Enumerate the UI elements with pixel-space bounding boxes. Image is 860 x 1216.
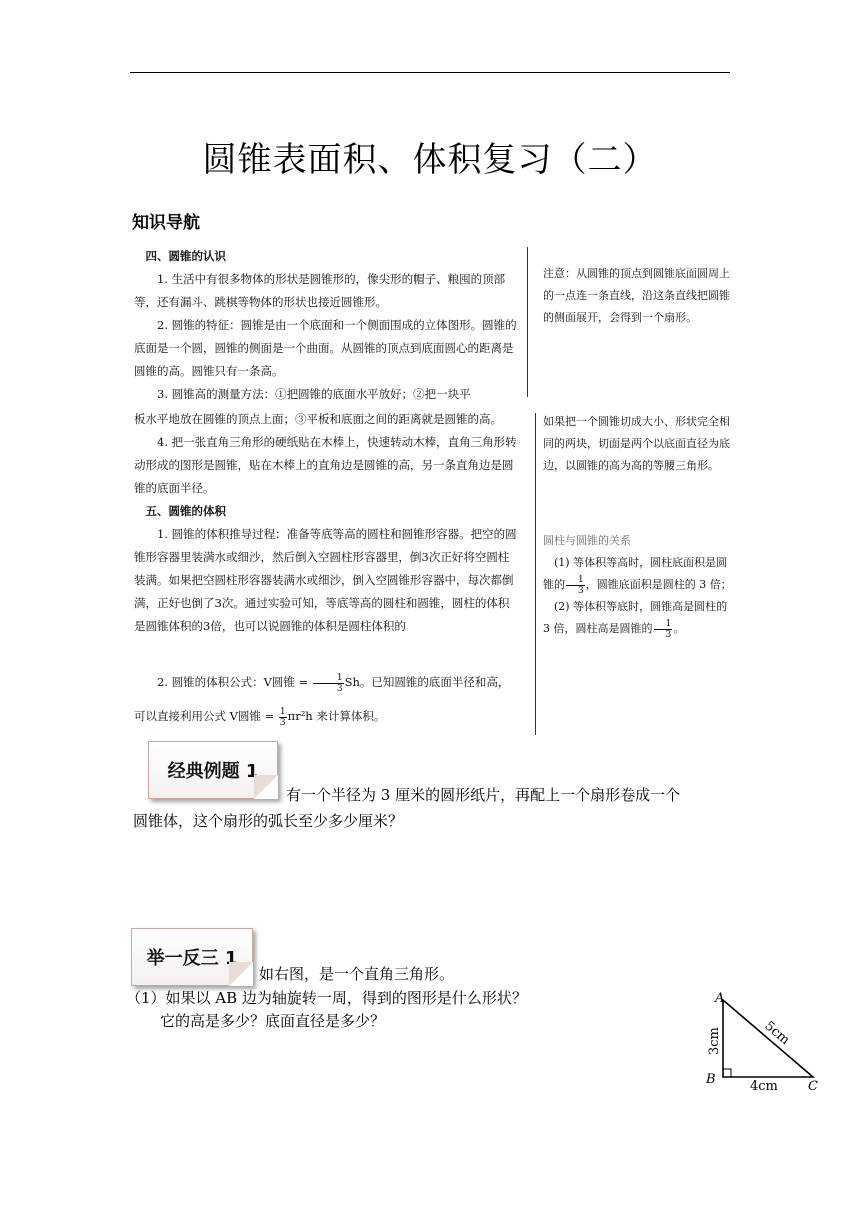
note-1: 注意：从圆锥的顶点到圆锥底面圆周上的一点连一条直线，沿这条直线把圆锥的侧面展开，会得到一个扇形。 xyxy=(543,267,730,324)
practice-tag: 举一反三 1 xyxy=(131,928,253,986)
fraction: $\frac{1}{3}$ xyxy=(566,575,585,596)
textbook-scan xyxy=(130,245,735,735)
note-3: 圆柱与圆锥的关系 (1) 等体积等高时，圆柱底面积是圆锥的 $\frac{1}{3}$ ，圆锥底面积是圆柱的 3 倍； (2) 等体积等底时，圆锥高是圆柱的 3 倍，圆柱高是圆锥的 $\frac{1}{3}$ 。 xyxy=(543,534,732,640)
scan-paragraph: 2. 圆锥的特征：圆锥是由一个底面和一个侧面围成的立体图形。圆锥的底面是一个圆，圆锥的侧面是一个曲面。从圆锥的顶点到底面圆心的距离是圆锥的高。圆锥只有一条高。 xyxy=(134,318,517,378)
side-ac-label: 5cm xyxy=(761,1018,793,1048)
example-question: 有一个半径为 3 厘米的圆形纸片，再配上一个扇形卷成一个 圆锥体，这个扇形的弧长至少多少厘米？ xyxy=(133,786,681,830)
header-rule xyxy=(130,72,730,73)
scan-paragraph: 4. 把一张直角三角形的硬纸贴在木棒上，快速转动木棒，直角三角形转动形成的图形是圆锥，贴在木棒上的直角边是圆锥的高，另一条直角边是圆锥的底面半径。 xyxy=(134,435,517,495)
practice-intro: 如右图，是一个直角三角形。 xyxy=(259,965,455,983)
vertex-a-label: A xyxy=(715,991,725,1006)
scan-paragraph: 1. 生活中有很多物体的形状是圆锥形的，像尖形的帽子、粮囤的顶部等，还有漏斗、跳棋等物体的形状也接近圆锥形。 xyxy=(134,272,506,309)
scan-paragraph: 1. 圆锥的体积推导过程：准备等底等高的圆柱和圆锥形容器。把空的圆锥形容器里装满水或细沙，然后倒入空圆柱形容器里，倒3次正好将空圆柱装满。如果把空圆柱形容器装满水或细沙，倒入空圆锥形容器中，每次都倒满，正好也倒了3次。通过实验可知，等底等高的圆柱和圆锥，圆柱的体积是圆锥体积的3倍，也可以说圆锥的体积是圆柱体积的 xyxy=(134,527,517,633)
section-heading: 知识导航 xyxy=(132,213,200,233)
right-triangle-figure xyxy=(700,985,830,1095)
scan-heading: 四、圆锥的认识 xyxy=(145,249,226,263)
scan-left-top xyxy=(134,245,519,406)
scan-divider-bottom xyxy=(535,413,536,735)
practice-q1: （1）如果以 AB 边为轴旋转一周，得到的图形是什么形状？ xyxy=(126,989,527,1007)
title-area xyxy=(0,132,860,181)
vertex-c-label: C xyxy=(808,1079,818,1094)
scan-paragraph: 3. 圆锥高的测量方法：①把圆锥的底面水平放好；②把一块平 xyxy=(157,387,471,401)
fraction: $\frac{1}{3}$ xyxy=(654,619,673,640)
scan-heading: 五、圆锥的体积 xyxy=(145,504,226,518)
practice-q1-sub: 它的高是多少？底面直径是多少？ xyxy=(160,1012,386,1030)
note-2: 如果把一个圆锥切成大小、形状完全相同的两块，切面是两个以底面直径为底边，以圆锥的高为高的等腰三角形。 xyxy=(543,415,730,472)
fraction: $\frac{1}{3}$ xyxy=(313,673,344,694)
side-bc-label: 4cm xyxy=(750,1079,778,1094)
example-tag: 经典例题 1 xyxy=(148,741,278,799)
formula-line-2: 可以直接利用公式 V圆锥 = $\frac{1}{3}$ πr²h 来计算体积。 xyxy=(134,706,386,728)
scan-divider-top xyxy=(527,247,528,397)
side-ab-label: 3cm xyxy=(707,1027,722,1055)
fraction: $\frac{1}{3}$ xyxy=(279,706,286,728)
scan-paragraph: 板水平地放在圆锥的顶点上面；③平板和底面之间的距离就是圆锥的高。 xyxy=(134,412,502,426)
vertex-b-label: B xyxy=(706,1072,716,1087)
scan-left-bottom xyxy=(134,408,519,638)
formula-line-1: 2. 圆锥的体积公式：V圆锥 = $\frac{1}{3}$ Sh。已知圆锥的底面半径和高， xyxy=(157,672,510,694)
page-title: 圆锥表面积、体积复习（二） xyxy=(203,132,658,181)
